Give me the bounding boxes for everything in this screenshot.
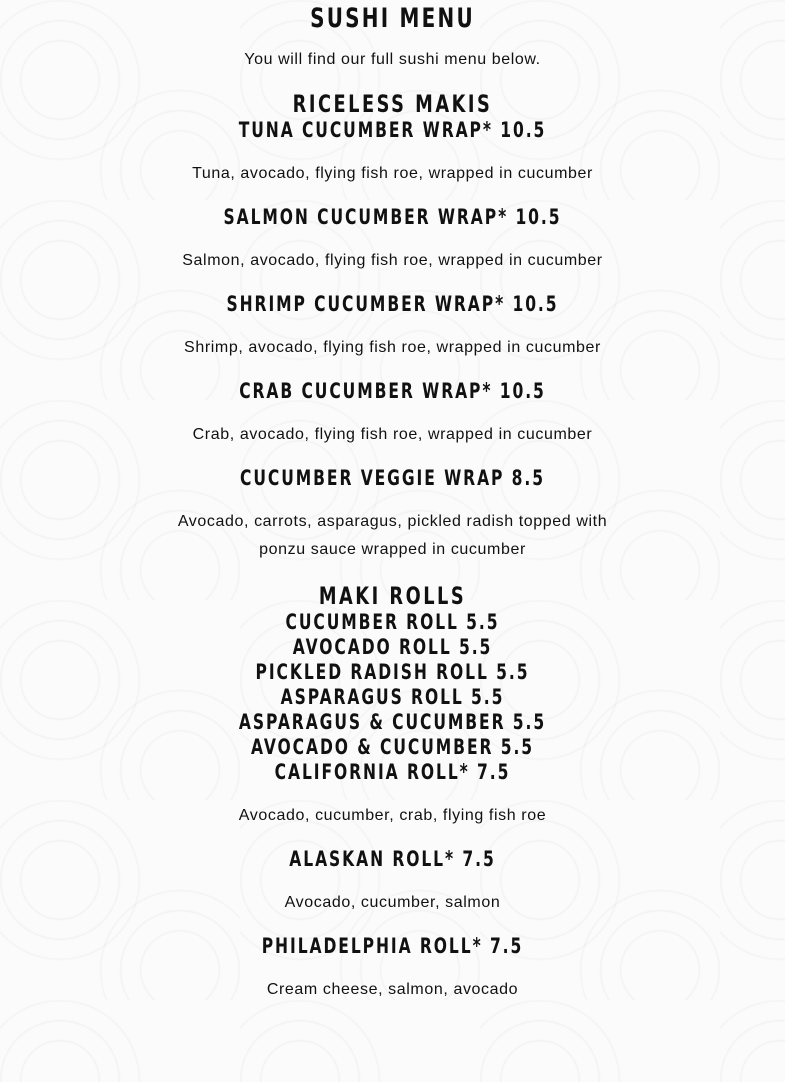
menu-item-name: CRAB CUCUMBER WRAP* 10.5 bbox=[239, 379, 546, 403]
menu-item-description: Cream cheese, salmon, avocado bbox=[266, 981, 519, 998]
menu-item-name: AVOCADO ROLL 5.5 bbox=[292, 635, 493, 659]
page-title: SUSHI MENU bbox=[310, 3, 475, 34]
menu-item-description: Tuna, avocado, flying fish roe, wrapped in cucumber bbox=[192, 165, 593, 182]
menu-item-description: Avocado, cucumber, crab, flying fish roe bbox=[238, 807, 547, 824]
menu-item-name: ASPARAGUS & CUCUMBER 5.5 bbox=[238, 710, 547, 734]
menu-item-name: CUCUMBER VEGGIE WRAP 8.5 bbox=[240, 466, 545, 490]
menu-item-name: CUCUMBER ROLL 5.5 bbox=[285, 610, 500, 634]
menu-item-name: ASPARAGUS ROLL 5.5 bbox=[280, 685, 505, 709]
menu-item-name: PHILADELPHIA ROLL* 7.5 bbox=[261, 934, 524, 958]
section-heading-maki-rolls: MAKI ROLLS bbox=[318, 582, 467, 610]
menu-item-name: CALIFORNIA ROLL* 7.5 bbox=[274, 760, 511, 784]
menu-item-name: SALMON CUCUMBER WRAP* 10.5 bbox=[223, 205, 562, 229]
menu-item-description: Crab, avocado, flying fish roe, wrapped in cucumber bbox=[192, 426, 593, 443]
menu-item-description: Avocado, cucumber, salmon bbox=[284, 894, 501, 911]
menu-item-name: SHRIMP CUCUMBER WRAP* 10.5 bbox=[226, 292, 559, 316]
menu-item-name: AVOCADO & CUCUMBER 5.5 bbox=[250, 735, 535, 759]
menu-item-name: TUNA CUCUMBER WRAP* 10.5 bbox=[238, 118, 547, 142]
menu-item-description: Shrimp, avocado, flying fish roe, wrapped in cucumber bbox=[184, 339, 601, 356]
intro-text: You will find our full sushi menu below. bbox=[244, 51, 541, 68]
menu-item-description: Avocado, carrots, asparagus, pickled radish topped with ponzu sauce wrapped in cucumber bbox=[177, 513, 608, 558]
menu-item-description: Salmon, avocado, flying fish roe, wrapped in cucumber bbox=[182, 252, 603, 269]
menu-item-name: PICKLED RADISH ROLL 5.5 bbox=[255, 660, 530, 684]
menu-item-name: ALASKAN ROLL* 7.5 bbox=[289, 847, 496, 871]
section-heading-riceless-makis: RICELESS MAKIS bbox=[292, 90, 493, 118]
